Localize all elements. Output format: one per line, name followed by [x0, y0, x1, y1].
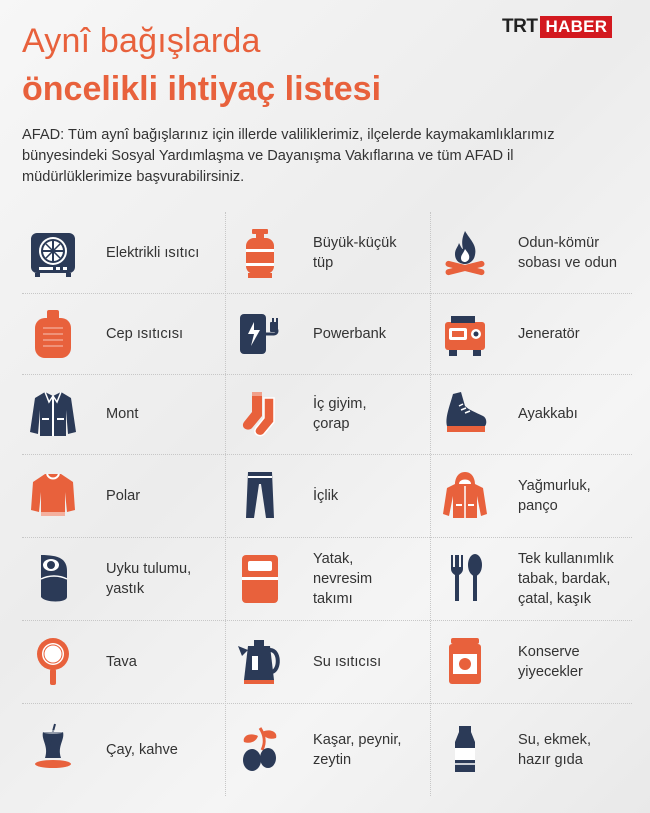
shoe-icon: [440, 387, 490, 441]
item-label: Büyük-küçük tüp: [313, 234, 397, 271]
leggings-icon: [235, 469, 285, 523]
list-item: [28, 374, 223, 454]
list-item: [28, 454, 223, 537]
list-item: [235, 454, 430, 537]
list-item: [440, 374, 635, 454]
item-label: Ayakkabı: [518, 406, 578, 422]
list-item: [235, 212, 430, 293]
item-label: Mont: [106, 406, 139, 422]
item-label: Su, ekmek, hazır gıda: [518, 731, 591, 768]
kettle-icon: [235, 635, 285, 689]
water-bottle-icon: [440, 723, 490, 777]
item-label: Yağmurluk, panço: [518, 477, 591, 514]
logo-haber-text: HABER: [540, 16, 612, 38]
item-label: Elektrikli ısıtıcı: [106, 244, 200, 261]
canned-food-icon: [440, 635, 490, 689]
item-grid: [22, 212, 632, 796]
list-item: [28, 537, 223, 620]
list-item: [440, 703, 635, 796]
item-label: İç giyim, çorap: [313, 396, 367, 432]
item-label: Tek kullanımlık tabak, bardak, çatal, kaşık: [518, 550, 614, 607]
list-item: [440, 212, 635, 293]
grid-divider-v: [430, 212, 431, 796]
list-item: [440, 293, 635, 374]
list-item: [235, 537, 430, 620]
list-item: [440, 454, 635, 537]
title-line-1: Aynî bağışlarda: [22, 22, 261, 60]
title-line-2: öncelikli ihtiyaç listesi: [22, 70, 382, 108]
logo-trt-text: TRT: [502, 16, 538, 37]
list-item: [235, 374, 430, 454]
grid-divider-v: [225, 212, 226, 796]
olive-icon: [235, 723, 285, 777]
item-label: Çay, kahve: [106, 741, 178, 758]
list-item: [440, 620, 635, 703]
item-label: Tava: [106, 653, 137, 670]
gas-cylinder-icon: [235, 226, 285, 280]
campfire-icon: [440, 226, 490, 280]
sweater-icon: [28, 469, 78, 523]
item-label: İçlik: [313, 487, 339, 504]
trt-haber-logo: [502, 15, 612, 39]
item-label: Odun-kömür sobası ve odun: [518, 234, 617, 271]
raincoat-icon: [440, 469, 490, 523]
item-label: Su ısıtıcısı: [313, 653, 382, 670]
list-item: [235, 293, 430, 374]
pan-icon: [28, 635, 78, 689]
list-item: [235, 620, 430, 703]
tea-glass-icon: [28, 723, 78, 777]
item-label: Yatak, nevresim takımı: [313, 550, 373, 607]
list-item: [28, 212, 223, 293]
sleeping-bag-icon: [28, 552, 78, 606]
hot-water-bottle-icon: [28, 307, 78, 361]
item-label: Konserve yiyecekler: [518, 643, 583, 680]
list-item: [28, 620, 223, 703]
jacket-icon: [28, 387, 78, 441]
item-label: Uyku tulumu, yastık: [106, 560, 192, 597]
generator-icon: [440, 307, 490, 361]
item-label: Cep ısıtıcısı: [106, 325, 184, 342]
powerbank-icon: [235, 307, 285, 361]
cutlery-icon: [440, 552, 490, 606]
list-item: [28, 293, 223, 374]
list-item: [28, 703, 223, 796]
electric-heater-icon: [28, 226, 78, 280]
item-label: Powerbank: [313, 325, 387, 342]
item-label: Polar: [106, 487, 141, 504]
item-label: Kaşar, peynir, zeytin: [313, 731, 402, 768]
socks-icon: [235, 387, 285, 441]
item-label: Jeneratör: [518, 325, 580, 342]
intro-paragraph: AFAD: Tüm aynî bağışlarınız için illerde valiliklerimiz, ilçelerde kaymakamlıklarımız bünyesindeki Sosyal Yardımlaşma ve Dayanışma Vakıflarına ve tüm AFAD il müdürlüklerimize başvurabilirsiniz.: [22, 127, 555, 185]
bed-icon: [235, 552, 285, 606]
list-item: [440, 537, 635, 620]
list-item: [235, 703, 430, 796]
